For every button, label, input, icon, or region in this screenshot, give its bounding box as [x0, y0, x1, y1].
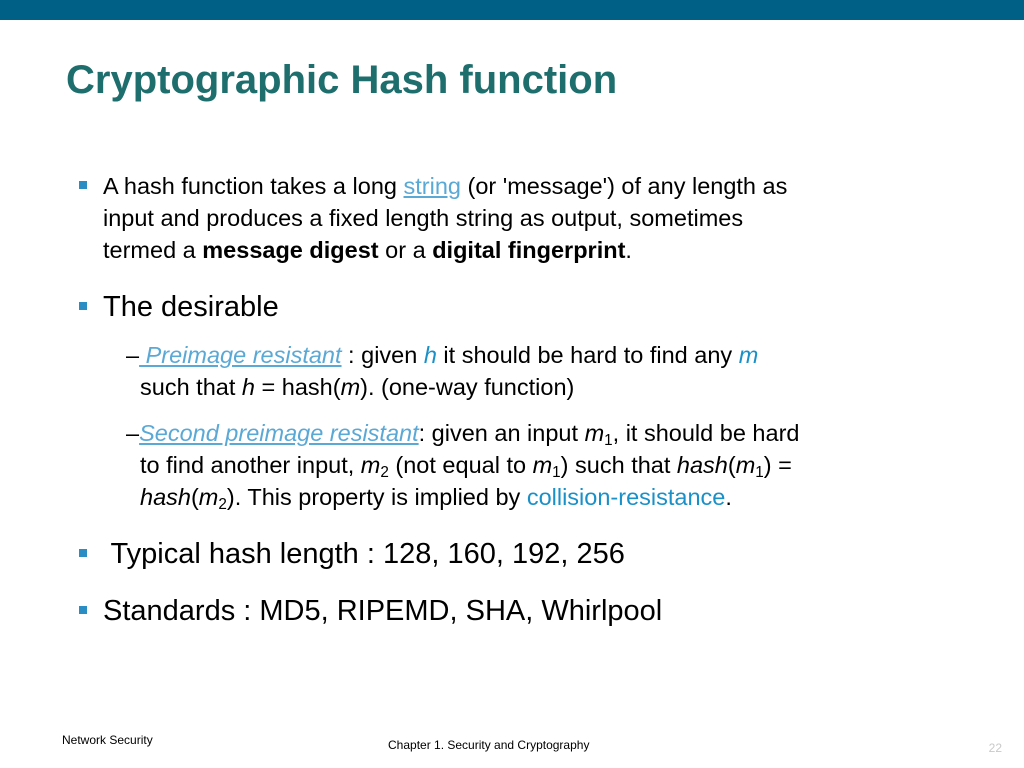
bullet-marker-1: [79, 181, 87, 189]
sub-1-line-2: such that h = hash(m). (one-way function): [140, 374, 575, 400]
digital-fingerprint-term: digital fingerprint: [432, 237, 626, 263]
bullet-the-desirable: The desirable: [103, 291, 279, 323]
slide-title: Cryptographic Hash function: [66, 58, 618, 102]
bullet-marker-3: [79, 549, 87, 557]
second-preimage-resistant-link[interactable]: Second preimage resistant: [139, 420, 419, 446]
sub-2-dash: –: [126, 420, 140, 446]
bullet-standards: Standards : MD5, RIPEMD, SHA, Whirlpool: [103, 595, 663, 627]
sub-bullet-second-preimage-resistant: [126, 417, 799, 513]
sub-1-dash: –: [126, 342, 140, 368]
bullet-marker-4: [79, 606, 87, 614]
bullet-1-line-3: termed a message digest or a digital fingerprint.: [103, 237, 632, 263]
sub-bullet-preimage-resistant: [126, 339, 758, 403]
sub-2-line-1: –Second preimage resistant: given an input $m_1$, it should be hard: [126, 420, 800, 449]
preimage-resistant-link[interactable]: Preimage resistant: [139, 342, 342, 368]
collision-resistance-term: collision-resistance: [526, 484, 726, 510]
string-link[interactable]: string: [403, 173, 461, 199]
bullet-hash-function-definition: [103, 170, 787, 266]
bullet-marker-2: [79, 302, 87, 310]
message-digest-term: message digest: [202, 237, 379, 263]
sub-2-line-2: to find another input, $m_2$ (not equal to $m_1$) such that $hash(m_1)$ =: [140, 452, 792, 481]
bullet-1-line-1: A hash function takes a long string (or 'message') of any length as: [103, 173, 788, 199]
bullet-typical-hash-length: Typical hash length : 128, 160, 192, 256: [103, 538, 625, 570]
bullet-1-line-2: input and produces a fixed length string as output, sometimes: [103, 205, 744, 231]
sub-2-line-3: $hash(m_2)$. This property is implied by collision-resistance.: [140, 484, 732, 513]
footer-page-number: 22: [988, 741, 1002, 755]
sub-1-line-1: – Preimage resistant : given h it should be hard to find any m: [126, 342, 759, 368]
footer-chapter-title: Chapter 1. Security and Cryptography: [388, 738, 590, 752]
footer-course-name: Network Security: [62, 733, 153, 747]
